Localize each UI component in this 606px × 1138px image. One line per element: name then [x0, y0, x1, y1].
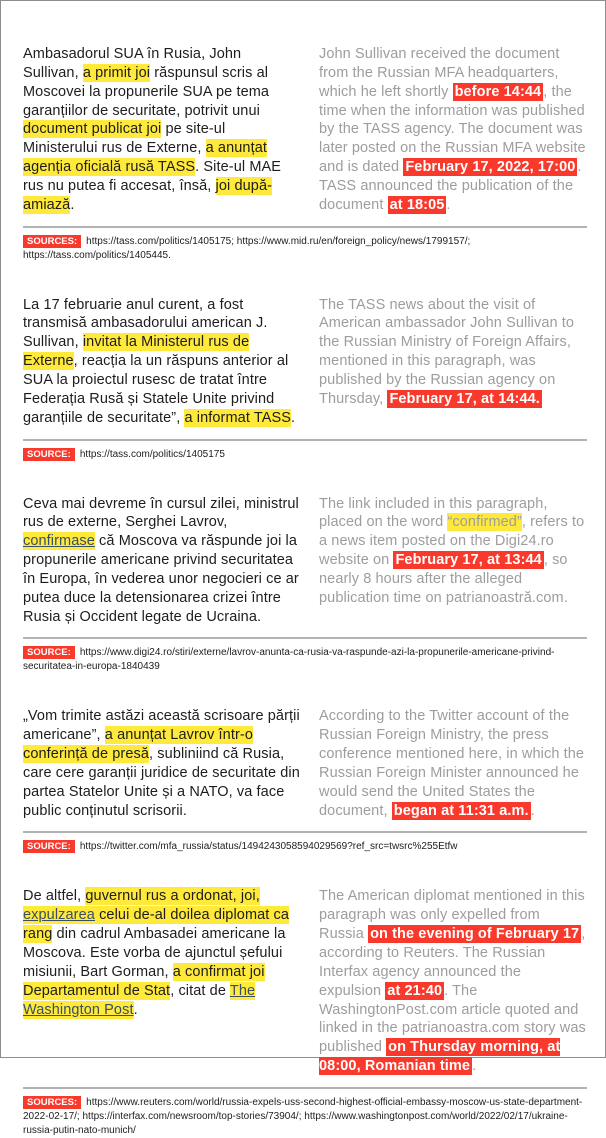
- text-segment: că Moscova va răspunde joi la propunerile americane privind securitatea în Europa, în vederea unor negocieri ce ar putea duce la detensionarea crizei între Rusia și Occident legate de Ucraina.: [23, 533, 299, 625]
- section-divider: [23, 637, 587, 639]
- original-text-paragraph: [23, 296, 301, 428]
- text-segment: pe site-ul Ministerului rus de Externe,: [23, 121, 226, 157]
- text-segment: The American diplomat mentioned in this paragraph was only expelled from Russia: [319, 888, 585, 943]
- highlighted-text: a anunțat Lavrov într-o conferință de presă: [23, 727, 253, 763]
- text-segment: According to the Twitter account of the Russian Foreign Ministry, the press conference mentioned here, in which the Russian Foreign Minister announced he would send the United States the document,: [319, 708, 585, 819]
- text-segment: , the time when the information was published by the TASS agency. The document was later posted on the Russian MFA website and is dated: [319, 83, 586, 176]
- annotation-paragraph: [319, 296, 587, 428]
- source-urls: https://www.reuters.com/world/russia-expels-uss-second-highest-official-embassy-moscow-us-state-department-2022-02-17/; https://interfax.com/newsroom/top-stories/73904/; https://www.washingtonpost.com/world/2022/02/17/ukraine-russia-putin-nato-munich/: [23, 1096, 583, 1136]
- red-highlight: February 17, at 14:44.: [389, 390, 540, 407]
- inline-link[interactable]: expulzarea: [23, 907, 95, 924]
- annotation-paragraph: [319, 887, 587, 1075]
- red-highlight: February 17, at 13:44: [395, 552, 542, 569]
- annotation-paragraph: [319, 495, 587, 627]
- inline-link[interactable]: The Washington Post: [23, 982, 256, 1018]
- two-column-row: [23, 707, 587, 820]
- text-segment: De altfel,: [23, 888, 86, 905]
- annotation-paragraph: [319, 45, 587, 215]
- red-highlight: February 17, 2022, 17:00: [405, 159, 576, 176]
- red-highlight: at 21:40: [387, 982, 443, 999]
- text-segment: La 17 februarie anul curent, a fost transmisă ambasadorului american J. Sullivan,: [23, 296, 268, 351]
- section-divider: [23, 226, 587, 228]
- text-segment: .: [472, 1058, 477, 1075]
- text-segment: .: [446, 196, 451, 213]
- text-segment: .: [70, 196, 75, 213]
- red-highlight: on the evening of February 17: [370, 926, 580, 943]
- sources-row: [23, 235, 587, 263]
- text-segment: , so nearly 8 hours after the alleged publication time on patrianoastră.com.: [319, 552, 568, 606]
- original-text-paragraph: [23, 495, 301, 627]
- text-segment: . Site-ul MAE rus nu putea fi accesat, însă,: [23, 159, 282, 194]
- fact-check-block: [23, 707, 587, 854]
- source-urls: https://www.digi24.ro/stiri/externe/lavrov-anunta-ca-rusia-va-raspunde-azi-la-propunerile-americane-privind-securitatea-in-europa-1840439: [23, 647, 555, 673]
- highlighted-quote: “confirmed”: [447, 514, 522, 531]
- text-segment: .: [291, 409, 296, 426]
- red-highlight: began at 11:31 a.m.: [393, 802, 529, 819]
- source-urls: https://twitter.com/mfa_russia/status/1494243058594029569?ref_src=twsrc%255Etfw: [79, 841, 458, 853]
- two-column-row: [23, 887, 587, 1075]
- text-segment: Ceva mai devreme în cursul zilei, ministrul rus de externe, Serghei Lavrov,: [23, 495, 299, 531]
- text-segment: The link included in this paragraph, placed on the word: [319, 495, 548, 531]
- inline-link[interactable]: confirmase: [23, 533, 95, 550]
- section-divider: [23, 1087, 587, 1089]
- two-column-row: [23, 495, 587, 627]
- highlighted-text: a confirmat joi Departamentul de Stat: [23, 963, 265, 999]
- sources-badge: SOURCES:: [23, 235, 81, 248]
- section-divider: [23, 831, 587, 833]
- original-text-paragraph: [23, 887, 301, 1075]
- highlighted-text: celui de-al doilea diplomat ca rang: [23, 907, 290, 943]
- text-segment: John Sullivan received the document from the Russian MFA headquarters, which he left shortly: [319, 46, 560, 100]
- sources-row: [23, 646, 587, 674]
- fact-check-block: [23, 296, 587, 462]
- fact-check-block: [23, 45, 587, 263]
- sources-badge: SOURCES:: [23, 1096, 81, 1109]
- red-highlight: at 18:05: [389, 196, 445, 213]
- text-segment: , according to Reuters. The Russian Interfax agency announced the expulsion: [319, 926, 586, 999]
- section-divider: [23, 439, 587, 441]
- text-segment: , refers to a news item posted on the Digi24.ro website on: [319, 514, 585, 569]
- original-text-paragraph: [23, 45, 301, 215]
- text-segment: The TASS news about the visit of American ambassador John Sullivan to the Russian Ministry of Foreign Affairs, mentioned in this paragraph, was published by the Russian agency on Thursday,: [319, 296, 575, 407]
- highlighted-text: document publicat joi: [23, 121, 162, 138]
- text-segment: , subliniind că Rusia, care cere garanții juridice de securitate din partea Statelor Unite și a NATO, va face public conținutul scrisorii.: [23, 746, 300, 819]
- sources-row: [23, 840, 587, 854]
- highlighted-text: invitat la Ministerul rus de Externe: [23, 334, 250, 370]
- text-segment: „Vom trimite astăzi această scrisoare părții americane”,: [23, 708, 300, 744]
- red-highlight: on Thursday morning, at 08:00, Romanian time: [319, 1039, 561, 1075]
- sources-row: [23, 1096, 587, 1138]
- red-highlight: before 14:44: [454, 83, 542, 100]
- sources-row: [23, 448, 587, 462]
- text-segment: . TASS announced the publication of the document: [319, 159, 582, 213]
- highlighted-text: a anunțat agenția oficială rusă TASS: [23, 140, 267, 176]
- text-segment: Ambasadorul SUA în Rusia, John Sullivan,: [23, 46, 242, 81]
- annotation-paragraph: [319, 707, 587, 820]
- fact-check-block: [23, 495, 587, 675]
- text-segment: .: [530, 802, 535, 819]
- text-segment: , reacția la un răspuns anterior al SUA la proiectul rusesc de tratat între Federația Rusă și Statele Unite privind garanțiile de securitate”,: [23, 353, 289, 426]
- sources-badge: SOURCE:: [23, 448, 75, 461]
- text-segment: din cadrul Ambasadei americane la Moscova. Este vorba de ajunctul șefului misiunii, Bart Gorman,: [23, 926, 286, 980]
- text-segment: .: [133, 1001, 138, 1018]
- sources-badge: SOURCE:: [23, 840, 75, 853]
- original-text-paragraph: [23, 707, 301, 820]
- source-urls: https://tass.com/politics/1405175: [79, 448, 225, 460]
- highlighted-text: joi după-amiază: [23, 177, 273, 213]
- highlighted-text: guvernul rus a ordonat, joi,: [85, 888, 260, 905]
- two-column-row: [23, 296, 587, 428]
- fact-check-blocks: [23, 45, 587, 1138]
- highlighted-text: a informat TASS: [184, 409, 292, 426]
- sources-badge: SOURCE:: [23, 646, 75, 659]
- fact-check-block: [23, 887, 587, 1137]
- highlighted-text: a primit joi: [82, 64, 151, 81]
- source-urls: https://tass.com/politics/1405175; https://www.mid.ru/en/foreign_policy/news/1799157/; https://tass.com/politics/1405445.: [23, 235, 471, 261]
- text-segment: , citat de: [170, 982, 230, 999]
- two-column-row: [23, 45, 587, 215]
- text-segment: răspunsul scris al Moscovei la propunerile SUA pe tema garanțiilor de securitate, potrivit unui: [23, 64, 270, 119]
- text-segment: . The WashingtonPost.com article quoted and linked in the patrianoastra.com story was published: [319, 982, 586, 1056]
